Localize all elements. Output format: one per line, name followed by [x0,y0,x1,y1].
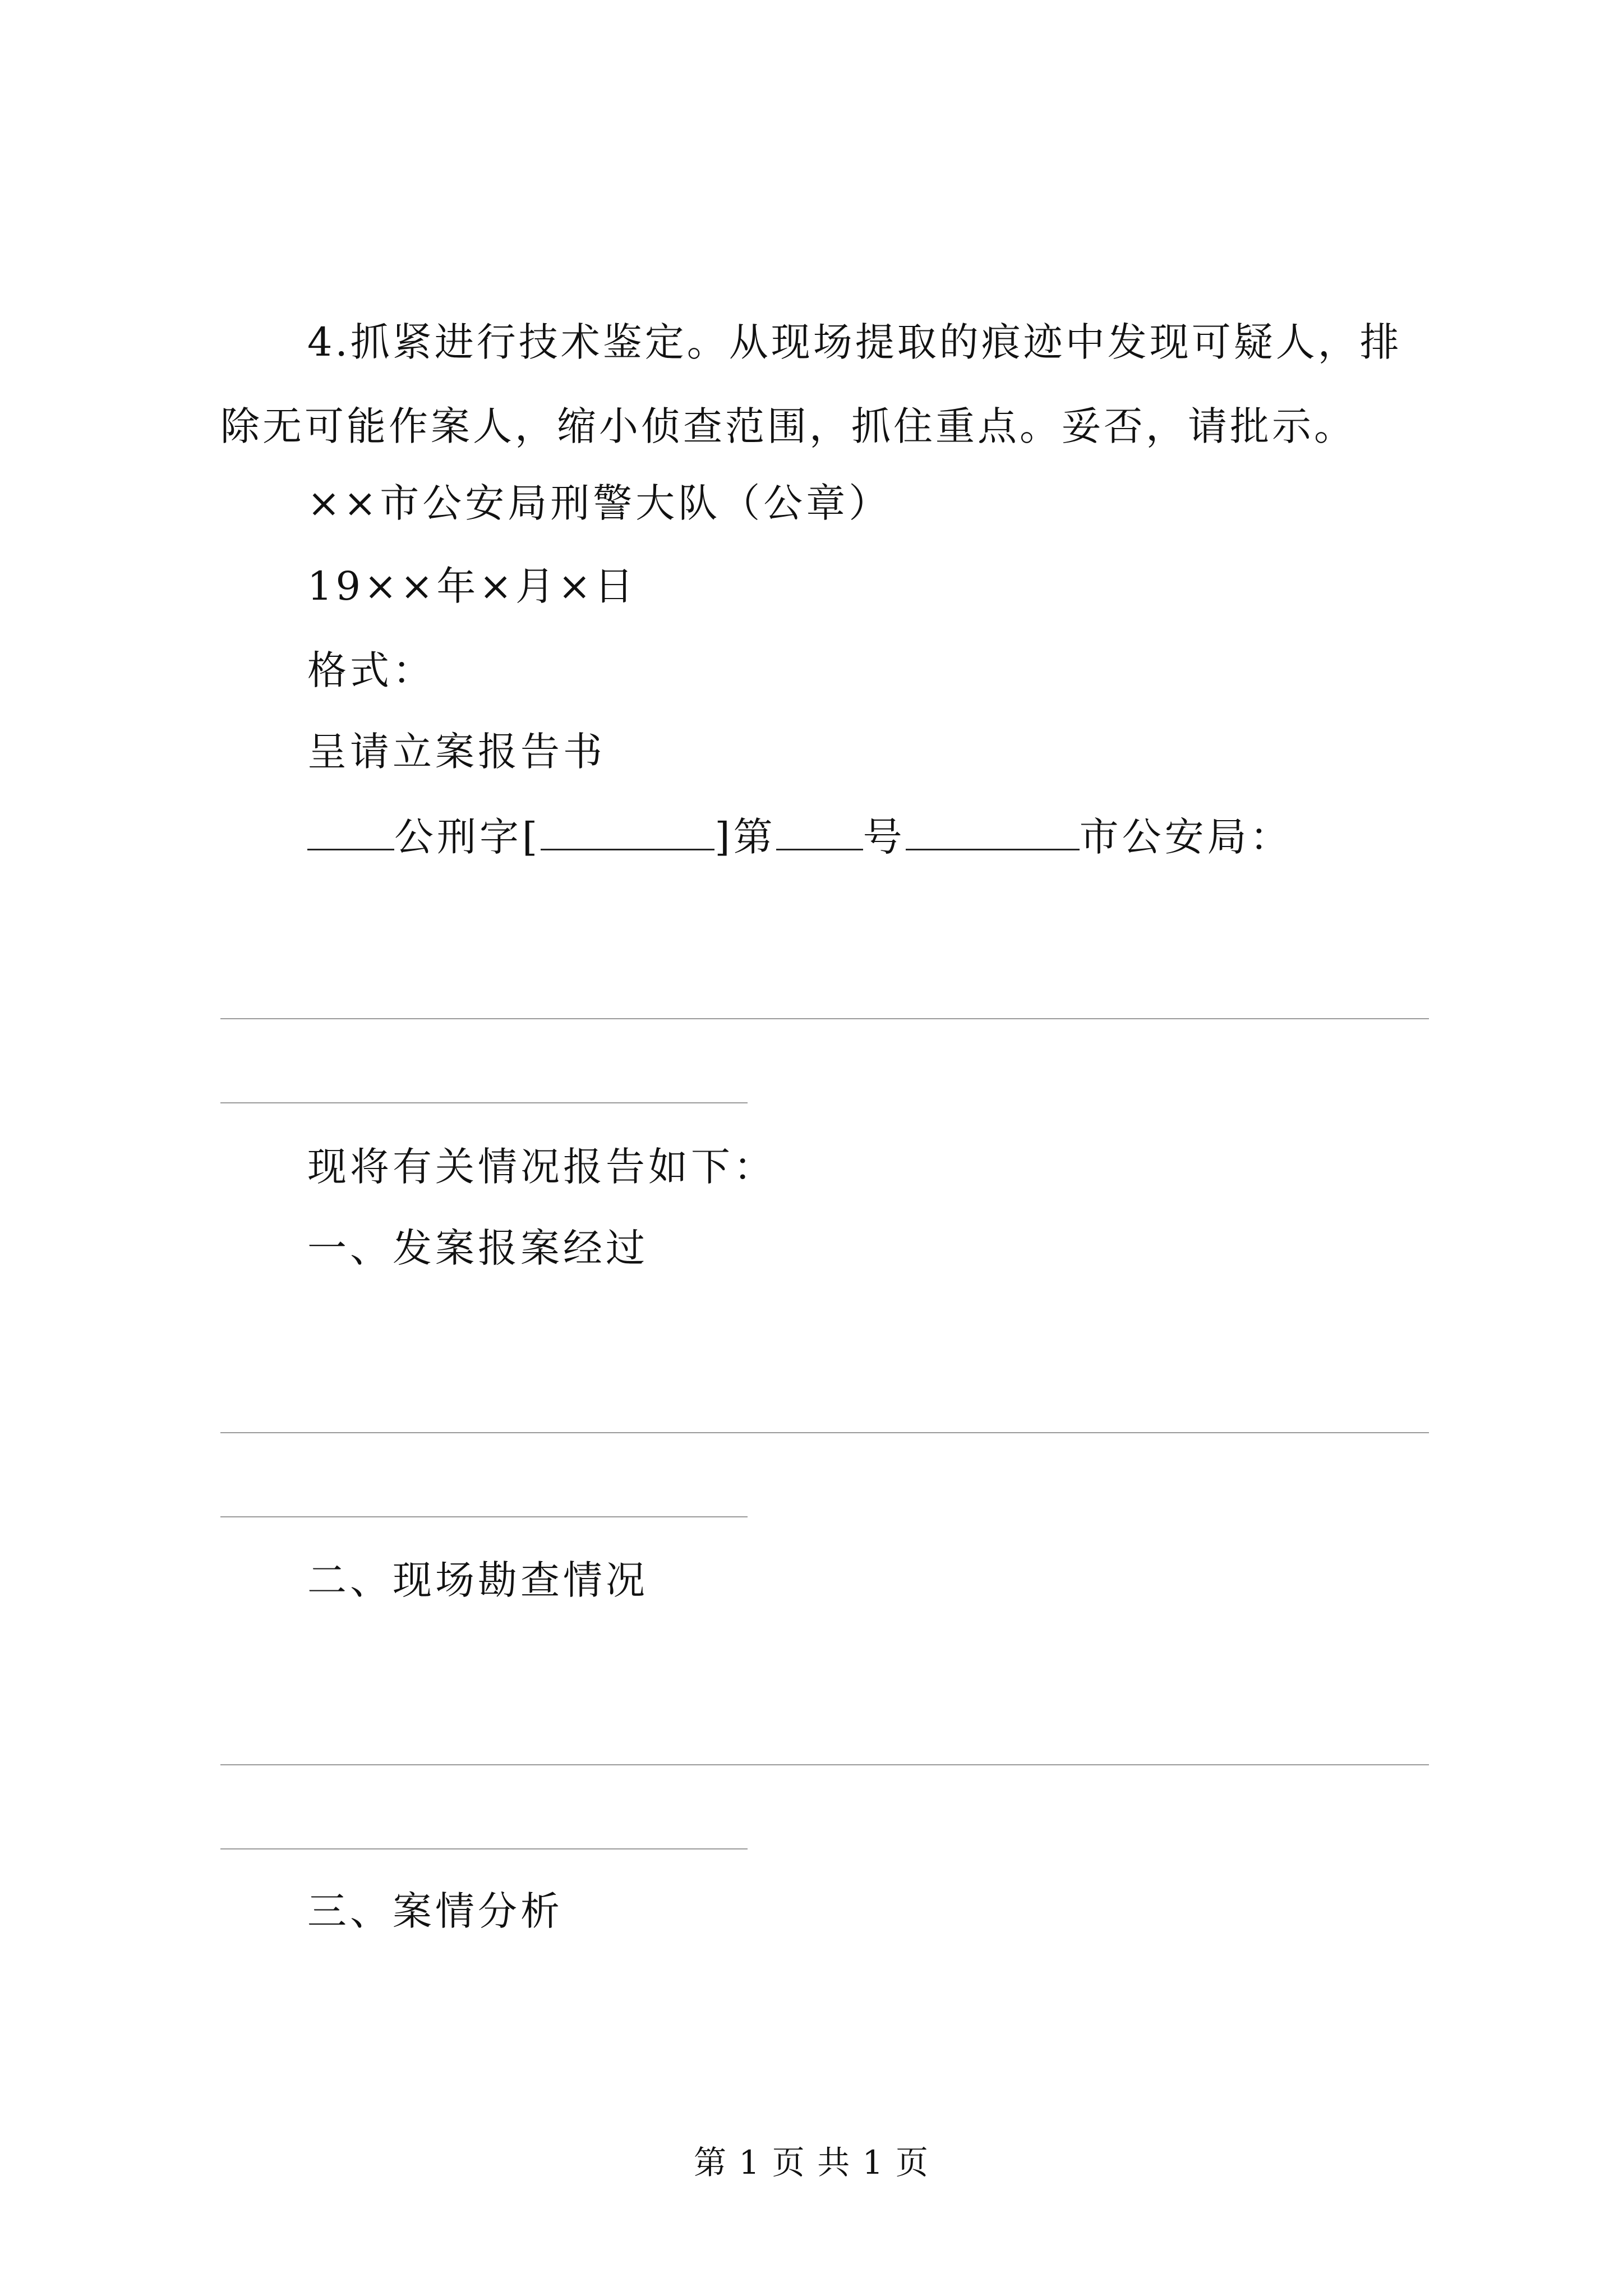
blank-city [906,815,1080,850]
fill-line [220,1102,748,1103]
blank-prefix [307,815,394,850]
section-heading-1: 一、发案报案经过 [307,1225,648,1271]
form-number-part3: 号 [863,814,906,860]
section-heading-2: 二、现场勘查情况 [307,1557,648,1603]
section-heading-3: 三、案情分析 [307,1888,563,1934]
paragraph-technical-appraisal: 4.抓紧进行技术鉴定。从现场提取的痕迹中发现可疑人，排除无可能作案人，缩小侦查范围，抓住重点。妥否，请批示。 [220,319,1402,449]
form-title: 呈请立案报告书 [307,729,606,775]
form-number-line [307,814,1293,860]
intro-line: 现将有关情况报告如下： [307,1144,776,1190]
form-number-part4: 市公安局： [1079,814,1293,860]
fill-line [220,1516,748,1517]
blank-number [776,815,863,850]
issuer-line: ××市公安局刑警大队（公章） [307,480,892,526]
format-label: 格式： [307,647,435,693]
fill-line [220,1018,1429,1019]
fill-line [220,1764,1429,1765]
fill-line [220,1848,748,1849]
page-footer: 第 1 页 共 1 页 [694,2143,929,2182]
form-number-part1: 公刑字[ [394,814,541,860]
date-line: 19××年×月×日 [307,563,637,609]
fill-line [220,1432,1429,1433]
blank-year [541,815,714,850]
form-number-part2: ]第 [714,814,776,860]
